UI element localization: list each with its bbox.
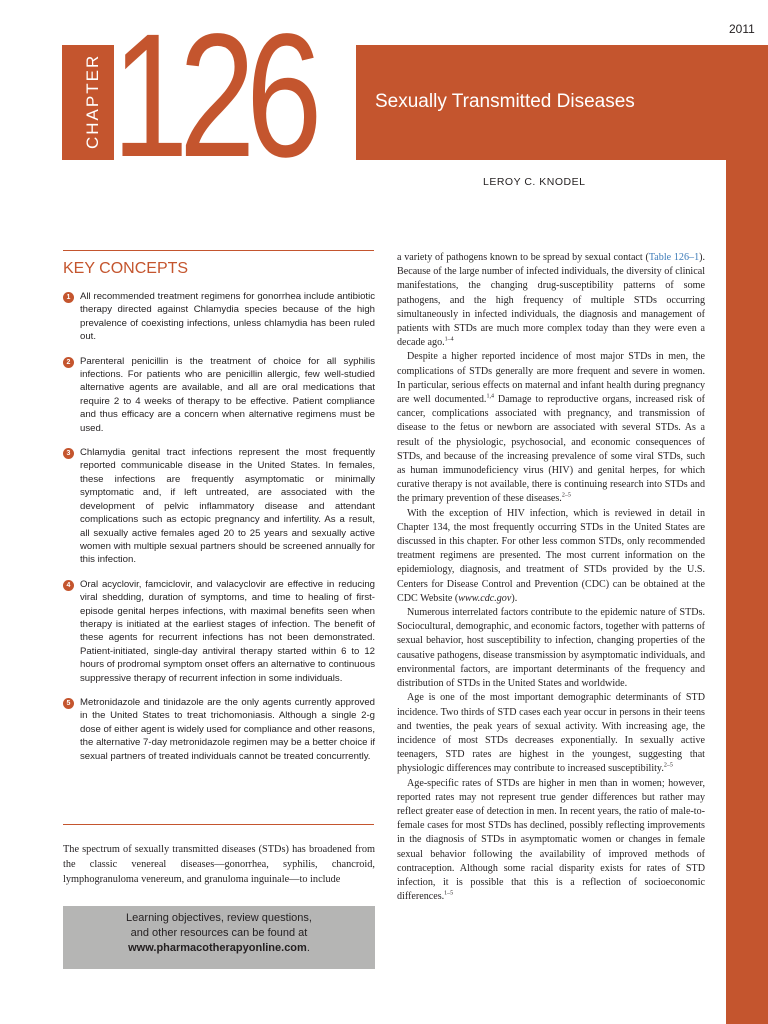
concept-number-badge: 1 xyxy=(63,292,74,303)
text-run: Age-specific rates of STDs are higher in men than in women; however, reported rates may not represent true gender differences but rather may reflect greater ease of detection in men. In recent years, the ratio of male-to-female cases for most STDs has declined, possibly reflecting improvements in the diagnosis of STDs in asymptomatic women or changes in female sexual behavior following the availability of improved methods of contraception. Although some racial disparity exists for rates of STD infection, it is possible that this is a reflection of socioeconomic differences. xyxy=(397,777,705,903)
intro-paragraph: The spectrum of sexually transmitted diseases (STDs) has broadened from the classic venereal diseases—gonorrhea, syphilis, chancroid, lymphogranuloma venereum, and granuloma inguinale—to include xyxy=(63,844,375,885)
text-run: a variety of pathogens known to be spread by sexual contact ( xyxy=(397,252,649,263)
learning-line-1: Learning objectives, review questions, xyxy=(126,912,312,924)
learning-line-3 xyxy=(63,941,375,956)
concept-text: Chlamydia genital tract infections represent the most frequently reported communicable disease in the United States. In females, these infections are frequently asymptomatic or minimally symptomatic and, if left untreated, are associated with the development of pelvic inflammatory disease and attendant complications such as ectopic pregnancy and infertility. As a result, all sexually active females aged 20 to 25 years and sexually active women with multiple sexual partners should be screened annually for this infection. xyxy=(80,447,375,566)
concept-text: All recommended treatment regimens for gonorrhea include antibiotic therapy directed against Chlamydia species because of the high prevalence of coexisting infections, unless chlamydia has been ruled out. xyxy=(80,291,375,343)
concept-number-badge: 2 xyxy=(63,357,74,368)
citation-superscript: 1–5 xyxy=(444,890,454,897)
learning-objectives-text xyxy=(63,911,375,956)
cdc-website-link[interactable]: www.cdc.gov xyxy=(458,592,512,604)
pharmacotherapy-link[interactable]: www.pharmacotherapyonline.com xyxy=(128,942,307,954)
page-number: 2011 xyxy=(729,22,755,36)
text-run: Age is one of the most important demographic determinants of STD incidence. Two thirds of STD cases each year occur in persons in their teens and twenties, the peak years of sexual activity. With increasing age, the incidence of most STDs decreases exponentially. In sexually active teenagers, STD rates are highest in the youngest, suggesting that physiologic differences may contribute to increased susceptibility. xyxy=(397,692,705,775)
citation-superscript: 1,4 xyxy=(486,393,494,400)
body-paragraph xyxy=(397,691,705,776)
table-reference-link[interactable]: Table 126–1 xyxy=(648,252,700,263)
key-concept-item xyxy=(63,290,375,344)
text-run: Damage to reproductive organs, increased risk of cancer, complications associated with pregnancy, and transmission of disease to the fetus or newborn are associated with several STDs. As a result of the physiologic, psychosocial, and economic consequences of STDs, and because of the increasing prevalence of some viral STDs, such as human immunodeficiency virus (HIV) and genital herpes, for which curative therapy is not available, there is continuing research into STDs and the primary prevention of these diseases. xyxy=(397,394,705,505)
key-concepts-list xyxy=(63,290,375,774)
key-concept-item xyxy=(63,446,375,567)
key-concept-item xyxy=(63,578,375,685)
learning-line-end: . xyxy=(306,942,310,954)
text-run: ). Because of the large number of infected individuals, the diversity of clinical manifestations, the changing drug-susceptibility patterns of some pathogens, and the high frequency of multiple STDs occurring simultaneously in infected individuals, the diagnosis and management of patients with STDs are much more complex today than they were even a decade ago. xyxy=(397,252,706,349)
text-run: Despite a higher reported incidence of most major STDs in men, the complications of STDs generally are more frequent and severe in women. In particular, serious effects on maternal and infant health during pregnancy are well documented. xyxy=(397,351,705,406)
chapter-title: Sexually Transmitted Diseases xyxy=(375,91,635,112)
concept-text: Metronidazole and tinidazole are the only agents currently approved in the United States to treat trichomoniasis. Although a single 2-g dose of either agent is widely used for compliance and other reasons, the alternative 7-day metronidazole regimen may be a better choice if sexual partners of treated individuals cannot be treated concurrently. xyxy=(80,696,375,762)
concept-number-badge: 4 xyxy=(63,580,74,591)
text-run: ). xyxy=(511,592,518,604)
body-paragraph xyxy=(397,507,705,606)
chapter-number: 126 xyxy=(112,0,313,194)
key-concepts-heading: KEY CONCEPTS xyxy=(63,260,189,277)
text-run: With the exception of HIV infection, which is reviewed in detail in Chapter 134, the most frequently occurring STDs in the United States are discussed in this chapter. For other less common STDs, only recommended treatment regimens are presented. The most current information on the epidemiology, diagnosis, and treatment of STDs provided by the U.S. Centers for Disease Control and Prevention (CDC) can be obtained at the CDC Website ( xyxy=(397,507,705,604)
concept-text: Oral acyclovir, famciclovir, and valacyclovir are effective in reducing viral shedding, duration of symptoms, and time to healing of first-episode genital herpes infections, with maximal benefits seen when therapy is initiated at the earliest stages of infection. The benefit of these agents for recurrent infections has not been demonstrated. Patient-initiated, single-day antiviral therapy started within 6 to 12 hours of prodromal symptom onset offers an alternative to continuous suppressive therapy of recurrent infection in some individuals. xyxy=(80,578,375,684)
author-name: LEROY C. KNODEL xyxy=(483,176,586,188)
concept-number-badge: 5 xyxy=(63,698,74,709)
body-paragraph: Numerous interrelated factors contribute to the epidemic nature of STDs. Sociocultural, demographic, and economic factors, together with patterns of sexual behavior, host susceptibility to infection, changing properties of the causative pathogens, disease transmission by asymptomatic individuals, and environmental factors, are important determinants of the frequency and distribution of STDs in the United States and worldwide. xyxy=(397,607,705,690)
citation-superscript: 2–5 xyxy=(561,493,571,500)
learning-line-2: and other resources can be found at xyxy=(130,927,308,939)
chapter-label: CHAPTER xyxy=(83,53,102,149)
key-concepts-top-rule xyxy=(63,250,374,251)
body-paragraph xyxy=(397,251,705,350)
concept-number-badge: 3 xyxy=(63,448,74,459)
body-paragraph xyxy=(397,350,705,506)
body-column-right xyxy=(397,251,705,904)
body-paragraph xyxy=(397,777,705,905)
key-concept-item xyxy=(63,355,375,435)
concept-text: Parenteral penicillin is the treatment of choice for all syphilis infections. For patients who are penicillin allergic, few well-studied alternative agents are available, and all are oral medications that require 2 to 4 weeks of therapy to be effective. Patient compliance and thus efficacy are a concern when alternative regimens must be used. xyxy=(80,355,375,434)
citation-superscript: 2–5 xyxy=(663,762,673,769)
key-concept-item xyxy=(63,696,375,763)
citation-superscript: 1–4 xyxy=(444,336,454,343)
side-accent-bar xyxy=(726,45,768,1024)
key-concepts-bottom-rule xyxy=(63,824,374,825)
